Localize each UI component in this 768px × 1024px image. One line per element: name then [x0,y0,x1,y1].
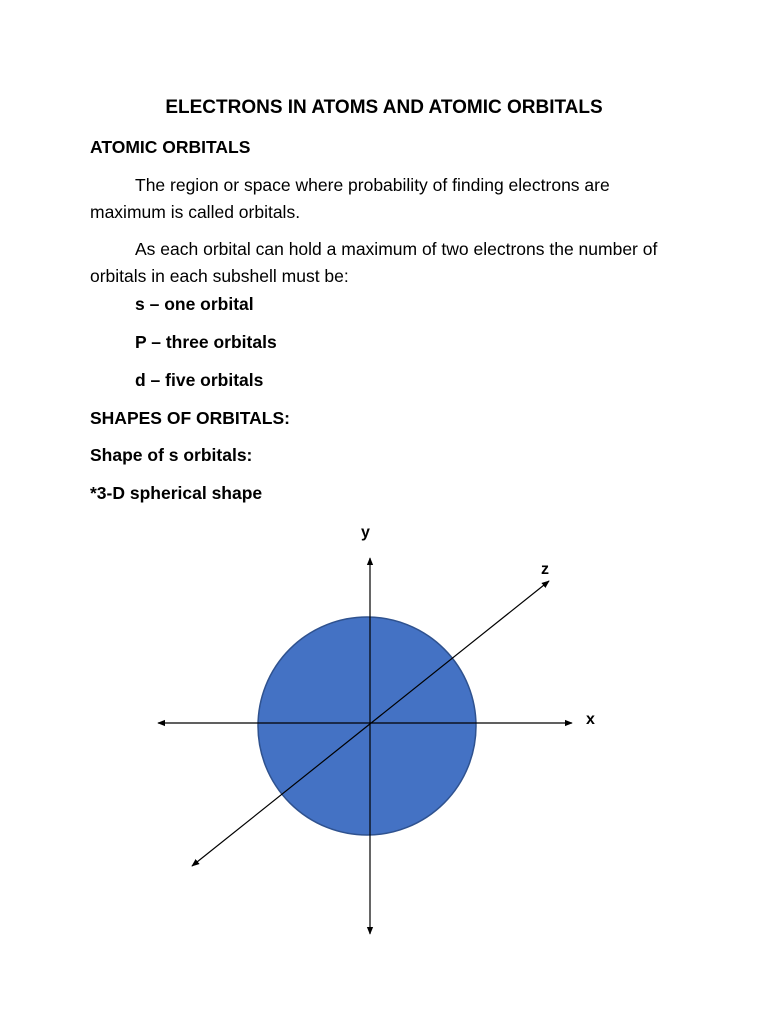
z-axis-label: z [541,561,549,578]
section-heading-atomic-orbitals: ATOMIC ORBITALS [90,137,251,157]
paragraph-orbital-definition: The region or space where probability of finding electrons are maximum is called orbitals. [90,175,610,222]
paragraph-orbital-capacity: As each orbital can hold a maximum of two electrons the number of orbitals in each subshell must be: [90,239,658,286]
s-shape-heading: Shape of s orbitals: [90,445,253,465]
subshell-item-d: d – five orbitals [135,370,264,390]
subshell-item-s: s – one orbital [135,294,254,314]
subshell-item-p: P – three orbitals [135,332,277,352]
y-axis-label: y [361,524,370,541]
document-title: ELECTRONS IN ATOMS AND ATOMIC ORBITALS [165,97,603,118]
x-axis-label: x [586,711,595,728]
shapes-heading: SHAPES OF ORBITALS: [90,408,290,428]
s-shape-note: *3-D spherical shape [90,483,263,503]
